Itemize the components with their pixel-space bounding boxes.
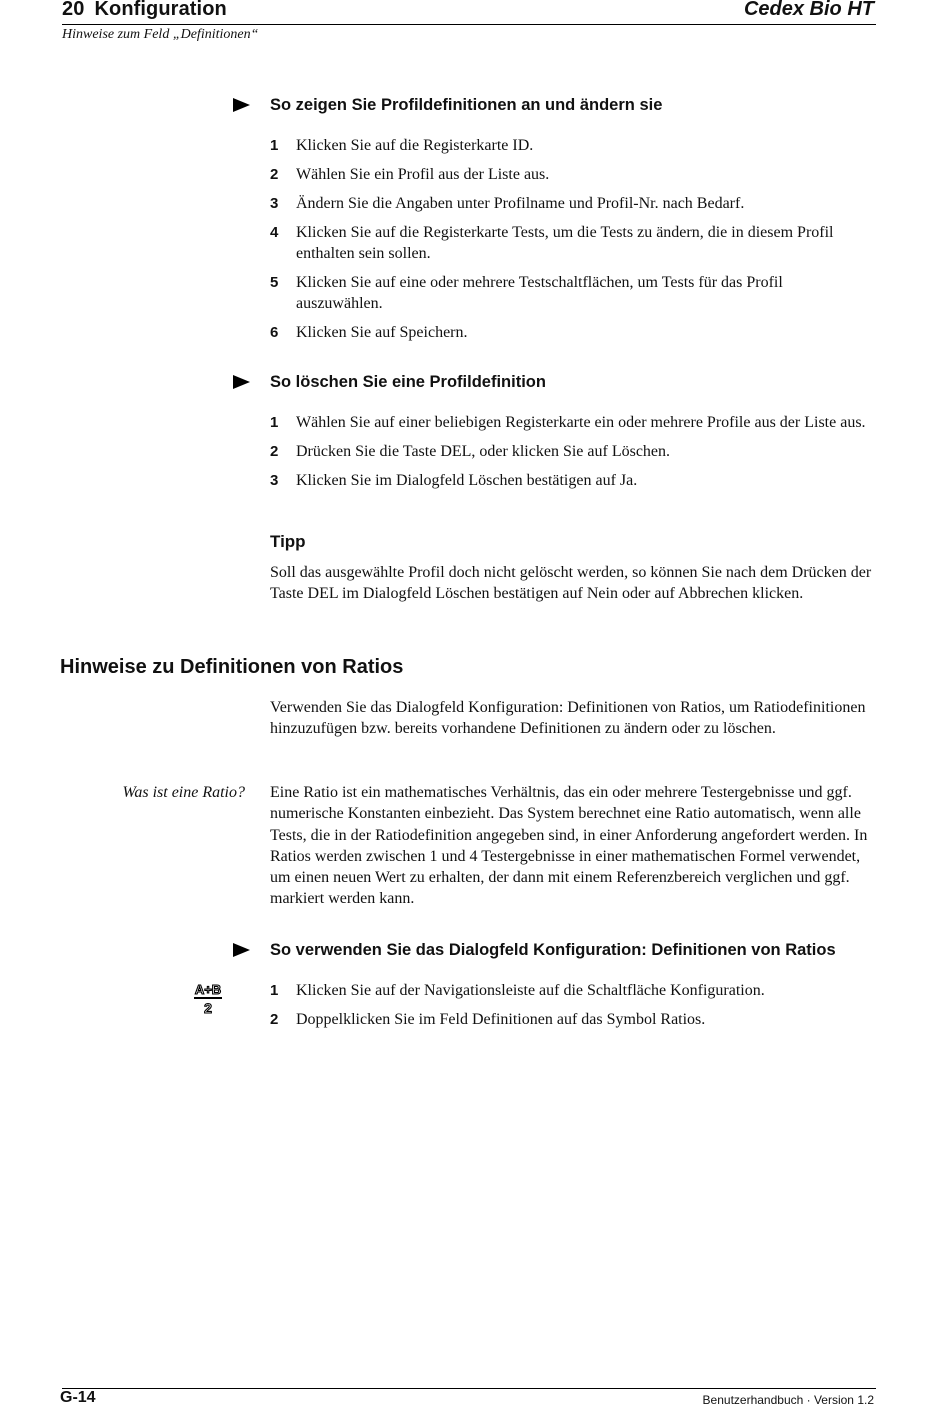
chapter-heading — [62, 0, 227, 21]
step-number: 1 — [270, 982, 279, 999]
step-text: Wählen Sie ein Profil aus der Liste aus. — [296, 166, 550, 183]
tip-text: Soll das ausgewählte Profil doch nicht gelöscht werden, so können Sie nach dem Drücken der Taste DEL im Dialogfeld Löschen bestätigen auf Nein oder auf Abbrechen klicken. — [270, 564, 872, 603]
step-text: Klicken Sie im Dialogfeld Löschen bestätigen auf Ja. — [296, 472, 638, 489]
procedure-heading-delete-profile — [233, 373, 546, 392]
triangle-bullet-icon — [233, 943, 250, 957]
triangle-bullet-icon — [233, 375, 250, 389]
list-item — [270, 135, 870, 156]
section-intro: Verwenden Sie das Dialogfeld Konfiguration: Definitionen von Ratios, um Ratiodefinitionen hinzuzufügen bzw. bereits vorhandene Definitionen zu ändern oder zu löschen. — [270, 699, 866, 738]
procedure-steps-delete-profile — [270, 412, 870, 499]
list-item — [270, 164, 870, 185]
procedure-steps-use-ratio-dialog — [270, 980, 870, 1038]
step-number: 4 — [270, 224, 279, 241]
list-item — [270, 322, 870, 343]
procedure-title: So zeigen Sie Profildefinitionen an und ändern sie — [270, 96, 663, 114]
step-text: Klicken Sie auf die Registerkarte ID. — [296, 137, 534, 154]
step-number: 3 — [270, 195, 279, 212]
procedure-heading-use-ratio-dialog — [233, 941, 836, 960]
step-text: Klicken Sie auf Speichern. — [296, 324, 468, 341]
list-item — [270, 222, 870, 264]
procedure-steps-show-profiles — [270, 135, 870, 351]
header-subtitle: Hinweise zum Feld „Definitionen“ — [62, 27, 259, 42]
step-text: Ändern Sie die Angaben unter Profilname und Profil-Nr. nach Bedarf. — [296, 195, 745, 212]
procedure-heading-show-profiles — [233, 96, 662, 115]
step-text: Wählen Sie auf einer beliebigen Registerkarte ein oder mehrere Profile aus der Liste aus. — [296, 414, 866, 431]
list-item — [270, 1009, 870, 1030]
step-number: 1 — [270, 137, 279, 154]
header-rule — [62, 24, 876, 25]
step-text: Klicken Sie auf der Navigationsleiste auf die Schaltfläche Konfiguration. — [296, 982, 765, 999]
step-number: 2 — [270, 1011, 279, 1028]
list-item — [270, 470, 870, 491]
step-text: Drücken Sie die Taste DEL, oder klicken Sie auf Löschen. — [296, 443, 671, 460]
tip-heading: Tipp — [270, 532, 306, 551]
icon-denominator: 2 — [204, 1000, 212, 1016]
step-text: Klicken Sie auf die Registerkarte Tests, um die Tests zu ändern, die in diesem Profil enthalten sein sollen. — [296, 224, 834, 262]
page-number: G-14 — [60, 1389, 96, 1406]
step-number: 5 — [270, 274, 279, 291]
step-number: 6 — [270, 324, 279, 341]
icon-numerator: A+B — [194, 982, 222, 997]
procedure-title: So verwenden Sie das Dialogfeld Konfiguration: Definitionen von Ratios — [270, 941, 836, 959]
step-text: Klicken Sie auf eine oder mehrere Testschaltflächen, um Tests für das Profil auszuwählen. — [296, 274, 783, 312]
step-number: 1 — [270, 414, 279, 431]
step-number: 2 — [270, 166, 279, 183]
step-number: 2 — [270, 443, 279, 460]
list-item — [270, 441, 870, 462]
margin-note: Was ist eine Ratio? — [122, 784, 245, 801]
chapter-number: 20 — [62, 0, 85, 20]
document-version: Benutzerhandbuch · Version 1.2 — [702, 1393, 874, 1407]
product-name: Cedex Bio HT — [743, 0, 874, 20]
chapter-title: Konfiguration — [94, 0, 227, 20]
triangle-bullet-icon — [233, 98, 250, 112]
footer-rule — [62, 1388, 876, 1389]
step-number: 3 — [270, 472, 279, 489]
list-item — [270, 980, 870, 1001]
list-item — [270, 412, 870, 433]
section-body: Eine Ratio ist ein mathematisches Verhältnis, das ein oder mehrere Testergebnisse und ggf. numerische Konstanten einbezieht. Das System berechnet eine Ratio automatisch, wenn alle Tests, die in der Ratiodefinition angegeben sind, in einer Anforderung angefordert werden. In Ratios werden zwischen 1 und 4 Testergebnisse in einer mathematischen Formel verwendet, um einen neuen Wert zu erhalten, der dann mit einem Referenzbereich verglichen und ggf. markiert werden kann. — [270, 784, 868, 908]
ratio-formula-icon — [190, 981, 226, 1017]
procedure-title: So löschen Sie eine Profildefinition — [270, 373, 546, 391]
list-item — [270, 272, 870, 314]
list-item — [270, 193, 870, 214]
step-text: Doppelklicken Sie im Feld Definitionen auf das Symbol Ratios. — [296, 1011, 706, 1028]
section-title: Hinweise zu Definitionen von Ratios — [60, 656, 404, 678]
